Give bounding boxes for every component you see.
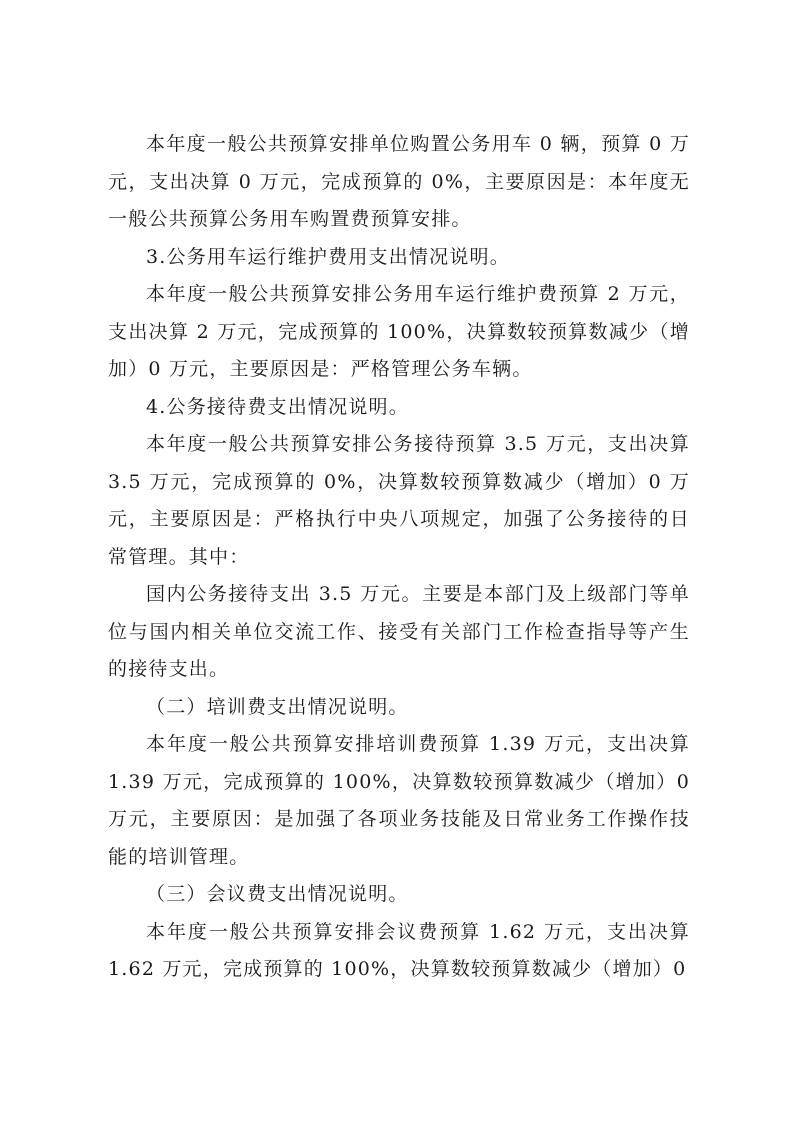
paragraph-vehicle-maintenance: 本年度一般公共预算安排公务用车运行维护费预算 2 万元，支出决算 2 万元，完成预算的 100%，决算数较预算数减少（增加）0 万元，主要原因是：严格管理公务车辆。 xyxy=(108,283,690,380)
document-body xyxy=(108,126,690,989)
paragraph-vehicle-purchase: 本年度一般公共预算安排单位购置公务用车 0 辆，预算 0 万元，支出决算 0 万元，完成预算的 0%，主要原因是：本年度无一般公共预算公务用车购置费预算安排。 xyxy=(108,133,690,230)
paragraph-training: 本年度一般公共预算安排培训费预算 1.39 万元，支出决算 1.39 万元，完成预算的 100%，决算数较预算数减少（增加）0 万元，主要原因：是加强了各项业务技能及日常业务工作操作技能的培训管理。 xyxy=(108,733,690,868)
heading-vehicle-maintenance: 3.公务用车运行维护费用支出情况说明。 xyxy=(146,245,510,268)
heading-training: （二）培训费支出情况说明。 xyxy=(146,695,409,718)
heading-meeting: （三）会议费支出情况说明。 xyxy=(146,883,409,905)
paragraph-domestic-reception: 国内公务接待支出 3.5 万元。主要是本部门及上级部门等单位与国内相关单位交流工作、接受有关部门工作检查指导等产生的接待支出。 xyxy=(108,583,690,680)
paragraph-meeting: 本年度一般公共预算安排会议费预算 1.62 万元，支出决算 1.62 万元，完成预算的 100%，决算数较预算数减少（增加）0 xyxy=(108,920,690,980)
heading-reception: 4.公务接待费支出情况说明。 xyxy=(146,395,409,418)
paragraph-reception: 本年度一般公共预算安排公务接待预算 3.5 万元，支出决算 3.5 万元，完成预算的 0%，决算数较预算数减少（增加）0 万元，主要原因是：严格执行中央八项规定，加强了公务接待的日常管理。其中： xyxy=(108,433,690,568)
